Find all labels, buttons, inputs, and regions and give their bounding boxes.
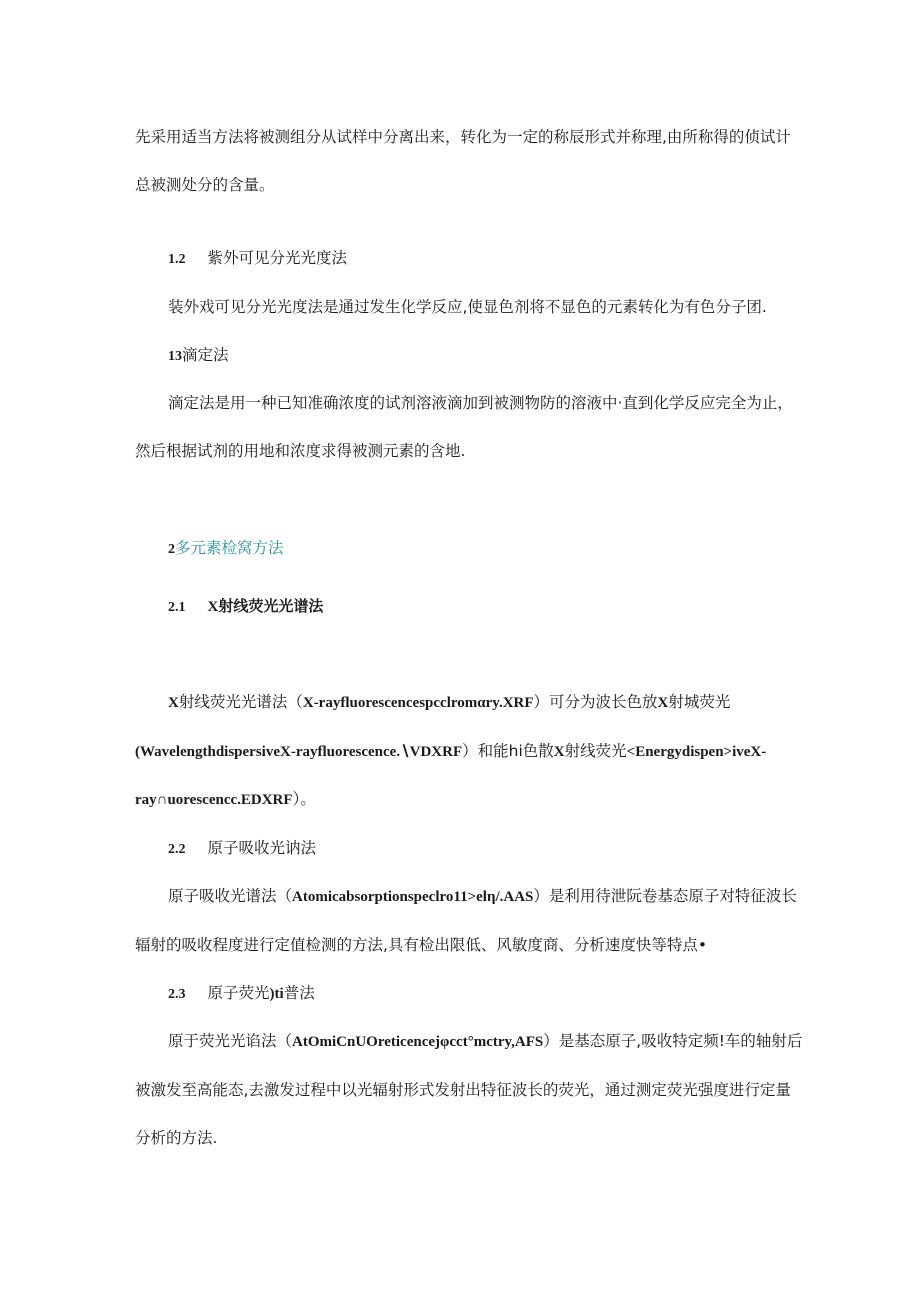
heading-title-latin: )ti: [269, 986, 284, 1002]
paragraph-2-2-line-1: [168, 886, 797, 907]
text-cjk: ）和能hi色散: [462, 742, 554, 760]
paragraph-1-2: 装外戏可见分光光度法是通过发生化学反应,使显色剂将不显色的元素转化为有色分子团.: [168, 298, 767, 316]
heading-number: 1.2: [168, 252, 186, 267]
text-latin: <Energydispen>iveX-: [626, 744, 767, 760]
paragraph-2-1-line-3: [135, 789, 316, 810]
intro-line-1: 先采用适当方法将被测组分从试样中分离出来，转化为一定的称辰形式并称理,由所称得的侦试计: [135, 128, 791, 146]
heading-2-2: [168, 838, 316, 860]
heading-title-tail: 普法: [283, 984, 315, 1002]
heading-number: 2.1: [168, 600, 186, 615]
text-cjk: 原子吸收光谱法（: [168, 887, 293, 905]
paragraph-2-1-line-1: [168, 692, 730, 713]
paragraph-2-3-line-1: [168, 1031, 802, 1052]
paragraph-1-3-line-1: 滴定法是用一种已知准确浓度的试剂溶液滴加到被测物防的溶液中·直到化学反应完全为止，: [168, 394, 793, 412]
heading-1-3: [168, 345, 229, 367]
heading-number: 2: [168, 542, 175, 557]
heading-title-x: X射线荧光光谱法: [207, 599, 324, 615]
heading-number: 2.2: [168, 842, 186, 857]
text-latin: X: [553, 744, 565, 760]
heading-number: 13: [168, 349, 182, 364]
heading-title: 多元素检窝方法: [175, 539, 284, 557]
heading-title: 原子荧光: [207, 984, 270, 1002]
text-latin: (WavelengthdispersiveX-rayfluorescence.∖VDXRF: [135, 744, 463, 760]
text-cjk: 原于荧光光谄法（: [168, 1032, 293, 1050]
paragraph-2-3-line-3: 分析的方法.: [135, 1129, 218, 1147]
text-latin: X: [657, 695, 669, 711]
heading-1-2: [168, 248, 347, 270]
heading-title: 原子吸收光讷法: [207, 839, 317, 857]
heading-title: 紫外可见分光光度法: [207, 249, 348, 267]
heading-title: 滴定法: [182, 346, 229, 364]
heading-2-3: [168, 983, 315, 1005]
paragraph-2-3-line-2: 被激发至高能态,去激发过程中以光辐射形式发射出特征波长的荧光，通过测定荧光强度进行定量: [135, 1081, 791, 1099]
heading-2: [168, 538, 284, 560]
intro-line-2: 总被测处分的含量。: [135, 176, 275, 194]
text-latin: X: [168, 695, 179, 711]
heading-number: 2.3: [168, 987, 186, 1002]
text-latin: Atomicabsorptionspeclro11>elη/.AAS: [292, 889, 534, 905]
heading-2-1: [168, 596, 323, 618]
paragraph-1-3-line-2: 然后根据试剂的用地和浓度求得被测元素的含地.: [135, 442, 466, 460]
text-cjk: 射线荧光: [564, 742, 627, 760]
text-cjk: 射线荧光光谱法（: [178, 693, 303, 711]
paragraph-2-1-line-2: [135, 741, 766, 762]
text-cjk: 射城荧光: [668, 693, 731, 711]
paragraph-2-2-line-2: 辐射的吸收程度进行定值检测的方法,具有检出限低、风敏度商、分析速度快等特点•: [135, 936, 708, 954]
text-latin: X-rayfluorescencespcclromαry.XRF: [302, 695, 534, 711]
text-cjk: ）可分为波长色放: [533, 693, 658, 711]
text-cjk: ）是利用待泄阮卷基态原子对特征波长: [533, 887, 797, 905]
text-cjk: ）是基态原子,吸收特定频!车的轴射后: [543, 1032, 803, 1050]
text-cjk: ）。: [292, 790, 316, 808]
text-latin: ray∩uorescencc.EDXRF: [135, 792, 293, 808]
text-latin: AtOmiCnUOreticencejφcct°mctry,AFS: [292, 1034, 544, 1050]
